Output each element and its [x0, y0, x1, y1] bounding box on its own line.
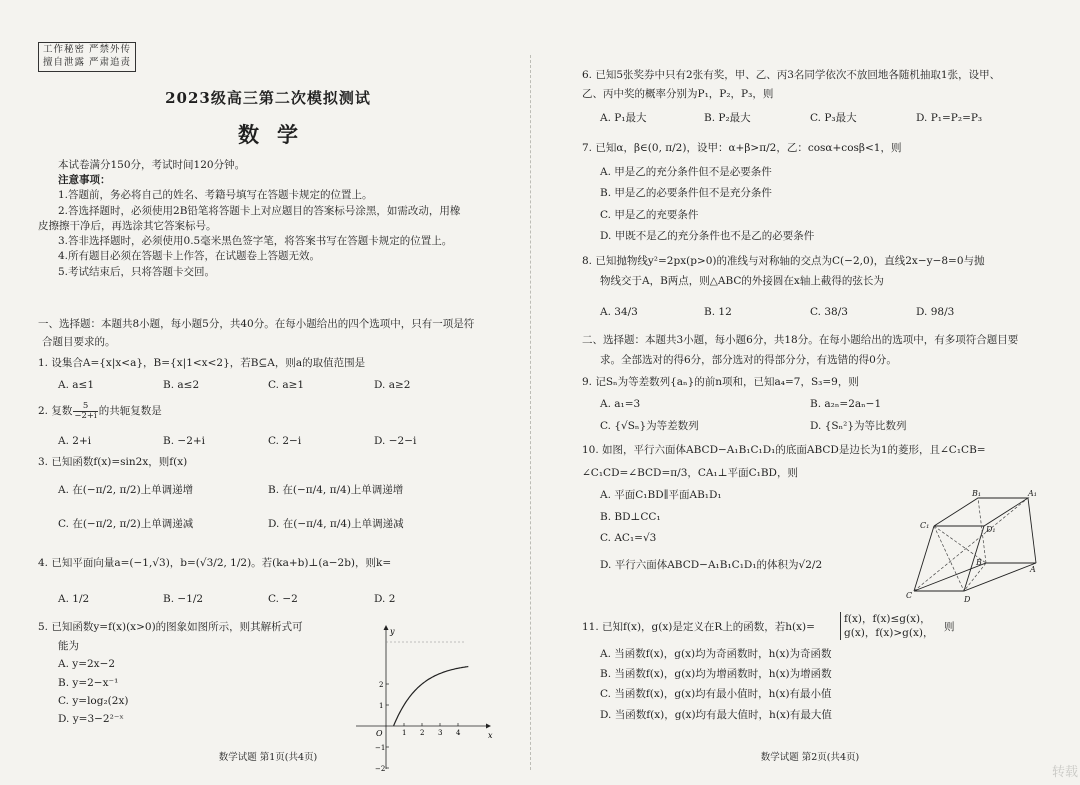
- q4-option-b: B. −1/2: [163, 593, 204, 605]
- q11-post: 则: [944, 621, 955, 633]
- y-tick-label: 1: [379, 702, 384, 710]
- center-fold: [530, 55, 532, 770]
- note-4: 4.所有题目必须在答题卡上作答，在试题卷上答题无效。: [58, 250, 321, 263]
- q2-num: 5: [73, 402, 97, 412]
- q3-option-b: B. 在(−π/4, π/4)上单调递增: [268, 484, 404, 496]
- y-tick-label: 2: [379, 681, 384, 689]
- question-11: [582, 612, 1038, 723]
- sec1-line1: 一、选择题：本题共8小题，每小题5分，共40分。在每小题给出的四个选项中，只有一项是符: [38, 318, 475, 330]
- q1-stem: 1. 设集合A={x|x<a}，B={x|1<x<2}，若B⊆A，则a的取值范围是: [38, 357, 366, 369]
- q6-option-a: A. P₁最大: [600, 112, 647, 124]
- q3-stem: 3. 已知函数f(x)=sin2x，则f(x): [38, 456, 188, 468]
- q6-options: [582, 111, 1038, 127]
- q9-options-row1: [582, 397, 1038, 413]
- question-7: [582, 141, 1038, 244]
- stamp-line-1: 工作秘密 严禁外传: [43, 44, 132, 55]
- q6-option-d: D. P₁=P₂=P₃: [916, 112, 983, 124]
- note-3: 3.答非选择题时，必须使用0.5毫米黑色签字笔，将答案书写在答题卡规定的位置上。: [58, 235, 453, 248]
- q7-option-a: A. 甲是乙的充分条件但不是必要条件: [600, 166, 772, 179]
- q5-stem-2: 能为: [58, 640, 79, 653]
- q3-options-row2: [38, 517, 498, 533]
- note-2: 2.答选择题时，必须使用2B铅笔将答题卡上对应题目的答案标号涂黑，如需改动，用橡: [58, 204, 461, 217]
- note-1: 1.答题前，务必将自己的姓名、考籍号填写在答题卡规定的位置上。: [58, 189, 373, 202]
- q10-parallelepiped-figure: [900, 488, 1040, 606]
- q2-post: 的共轭复数是: [98, 405, 162, 417]
- x-tick-label: 3: [438, 729, 443, 737]
- question-3: [38, 455, 498, 470]
- q2-den: −2+i: [74, 410, 97, 421]
- q11-option-b: B. 当函数f(x)，g(x)均为增函数时，h(x)为增函数: [600, 668, 832, 681]
- y-axis-arrow: [384, 625, 389, 630]
- q4-option-a: A. 1/2: [58, 593, 90, 605]
- page-1-footer: 数学试题 第1页(共4页): [218, 752, 318, 764]
- q11-option-c: C. 当函数f(x)，g(x)均有最小值时，h(x)有最小值: [600, 688, 832, 701]
- q10-option-b: B. BD⊥CC₁: [600, 510, 661, 523]
- q5-option-b: B. y=2−x⁻¹: [58, 676, 119, 689]
- q9-option-d: D. {Sₙ²}为等比数列: [810, 420, 907, 432]
- q11-case-2: g(x)，f(x)>g(x)，: [844, 627, 934, 640]
- origin-label: O: [376, 729, 383, 738]
- edge-aa1: [1028, 498, 1036, 563]
- section-1-heading: [38, 317, 498, 350]
- q11-pre: 11. 已知f(x)，g(x)是定义在R上的函数，若h(x)=: [582, 621, 815, 633]
- question-2: [38, 402, 498, 420]
- score-time: 本试卷满分150分，考试时间120分钟。: [58, 159, 246, 171]
- q4-stem: 4. 已知平面向量a=(−1,√3)，b=(√3/2, 1/2)。若(ka+b)⊥(a−2b)，则k=: [38, 557, 392, 569]
- q2-option-c: C. 2−i: [268, 435, 302, 447]
- q1-option-d: D. a≥2: [374, 379, 411, 391]
- q5-option-d: D. y=3−2²⁻ˣ: [58, 713, 124, 726]
- q8-stem-2: 物线交于A，B两点，则△ABC的外接圆在x轴上截得的弦长为: [600, 275, 884, 288]
- q8-options: [582, 305, 1038, 321]
- q6-option-c: C. P₃最大: [810, 112, 857, 124]
- question-9: [582, 375, 1038, 390]
- x-axis-arrow: [486, 724, 491, 729]
- label-b: B: [976, 558, 982, 567]
- q7-option-c: C. 甲是乙的充要条件: [600, 208, 699, 221]
- label-b1: B₁: [972, 489, 982, 498]
- label-d: D: [964, 595, 971, 604]
- q4-option-d: D. 2: [374, 593, 396, 605]
- question-4: [38, 556, 498, 571]
- watermark: 转载: [1051, 765, 1078, 780]
- note-5: 5.考试结束后，只将答题卡交回。: [58, 265, 216, 278]
- q10-option-d: D. 平行六面体ABCD−A₁B₁C₁D₁的体积为√2/2: [600, 559, 823, 572]
- label-a1: A₁: [1028, 489, 1037, 498]
- q3-option-a: A. 在(−π/2, π/2)上单调递增: [58, 484, 194, 496]
- q3-options-row1: [38, 483, 498, 499]
- page-2-footer: 数学试题 第2页(共4页): [760, 752, 860, 764]
- q8-option-a: A. 34/3: [600, 306, 638, 318]
- q11-piecewise: [840, 612, 933, 640]
- q8-option-b: B. 12: [704, 306, 732, 318]
- q9-stem: 9. 记Sₙ为等差数列{aₙ}的前n项和，已知a₄=7，S₃=9，则: [582, 376, 859, 388]
- question-6: [582, 68, 1038, 102]
- exam-title: 2023级高三第二次模拟测试: [165, 89, 371, 107]
- stamp-line-2: 擅自泄露 严肃追责: [43, 56, 132, 68]
- x-tick-label: 2: [420, 729, 425, 737]
- q6-stem-1: 6. 已知5张奖券中只有2张有奖，甲、乙、丙3名同学依次不放回地各随机抽取1张，设甲、: [582, 69, 1001, 81]
- q9-options-row2: [582, 419, 1038, 435]
- q1-option-a: A. a≤1: [58, 379, 94, 391]
- edge-cc1: [914, 526, 934, 591]
- q1-options: [38, 378, 498, 394]
- function-curve: [394, 667, 469, 726]
- q4-options: [38, 592, 498, 608]
- sec2-line1: 二、选择题：本题共3小题，每小题6分，共18分。在每小题给出的选项中，有多项符合题目要: [582, 334, 1019, 346]
- sec2-line2: 求。全部选对的得6分，部分选对的得部分分，有选错的得0分。: [600, 354, 897, 367]
- q9-option-a: A. a₁=3: [600, 398, 641, 410]
- label-c1: C₁: [920, 521, 930, 530]
- label-a: A: [1030, 565, 1036, 574]
- q4-option-c: C. −2: [268, 593, 298, 605]
- q1-option-b: B. a≤2: [163, 379, 200, 391]
- q8-option-d: D. 98/3: [916, 306, 955, 318]
- q2-fraction: [73, 402, 97, 420]
- confidential-stamp: [38, 42, 136, 72]
- label-d1: D₁: [986, 525, 996, 534]
- q2-option-d: D. −2−i: [374, 435, 417, 447]
- q10-stem-1: 10. 如图，平行六面体ABCD−A₁B₁C₁D₁的底面ABCD是边长为1的菱形，且∠C₁CB=: [582, 444, 986, 456]
- q7-stem: 7. 已知α，β∈(0, π/2)，设甲：α+β>π/2，乙：cosα+cosβ<1，则: [582, 142, 902, 154]
- sec1-line2: 合题目要求的。: [42, 336, 116, 349]
- q2-pre: 2. 复数: [38, 405, 73, 417]
- exam-subject: 数学: [238, 122, 316, 147]
- q7-option-d: D. 甲既不是乙的充分条件也不是乙的必要条件: [600, 229, 815, 242]
- q2-options: [38, 434, 498, 450]
- x-tick-label: 4: [456, 729, 461, 737]
- q11-option-d: D. 当函数f(x)，g(x)均有最大值时，h(x)有最大值: [600, 708, 832, 721]
- q11-option-a: A. 当函数f(x)，g(x)均为奇函数时，h(x)为奇函数: [600, 648, 832, 660]
- q6-option-b: B. P₂最大: [704, 112, 751, 124]
- q8-stem-1: 8. 已知抛物线y²=2px(p>0)的准线与对称轴的交点为C(−2,0)，直线2x−y−8=0与抛: [582, 255, 985, 267]
- instructions: [38, 158, 498, 280]
- q5-option-c: C. y=log₂(2x): [58, 694, 129, 707]
- q2-option-a: A. 2+i: [58, 435, 92, 447]
- question-5: [38, 620, 338, 727]
- notes-heading: 注意事项：: [58, 174, 111, 187]
- q8-option-c: C. 38/3: [810, 306, 848, 318]
- page-2: [582, 30, 1038, 765]
- label-c: C: [906, 591, 913, 600]
- q5-option-a: A. y=2x−2: [58, 658, 116, 671]
- q9-option-c: C. {√Sₙ}为等差数列: [600, 420, 699, 432]
- q11-case-1: f(x)，f(x)≤g(x)，: [844, 613, 931, 625]
- question-8: [582, 254, 1038, 289]
- q6-stem-2: 乙、丙中奖的概率分别为P₁，P₂，P₃，则: [582, 88, 774, 101]
- q7-option-b: B. 甲是乙的必要条件但不是充分条件: [600, 187, 772, 200]
- q3-option-c: C. 在(−π/2, π/2)上单调递减: [58, 518, 194, 530]
- section-2-heading: [582, 333, 1038, 368]
- q11-stem: [582, 612, 1038, 642]
- y-tick-label: −2: [375, 765, 386, 773]
- x-tick-label: 1: [402, 729, 407, 737]
- question-1: [38, 356, 498, 371]
- edge-bb1: [978, 498, 986, 563]
- q10-option-a: A. 平面C₁BD∥平面AB₁D₁: [600, 489, 722, 502]
- note-2-cont: 皮擦擦干净后，再选涂其它答案标号。: [38, 219, 217, 232]
- y-tick-label: −1: [375, 744, 386, 752]
- x-axis-label: x: [488, 731, 493, 740]
- q3-option-d: D. 在(−π/4, π/4)上单调递减: [268, 518, 404, 530]
- q10-option-c: C. AC₁=√3: [600, 531, 657, 544]
- page-1: [38, 30, 498, 773]
- y-axis-label: y: [390, 627, 395, 636]
- x-ticks: [402, 723, 461, 737]
- q9-option-b: B. a₂ₙ=2aₙ−1: [810, 398, 882, 410]
- diag-ca1: [914, 498, 1028, 591]
- q10-stem-2: ∠C₁CD=∠BCD=π/3，CA₁⊥平面C₁BD，则: [582, 467, 798, 480]
- q2-option-b: B. −2+i: [163, 435, 206, 447]
- q5-stem-1: 5. 已知函数y=f(x)(x>0)的图象如图所示，则其解析式可: [38, 621, 303, 633]
- q1-option-c: C. a≥1: [268, 379, 305, 391]
- hidden-edges: [914, 498, 1028, 591]
